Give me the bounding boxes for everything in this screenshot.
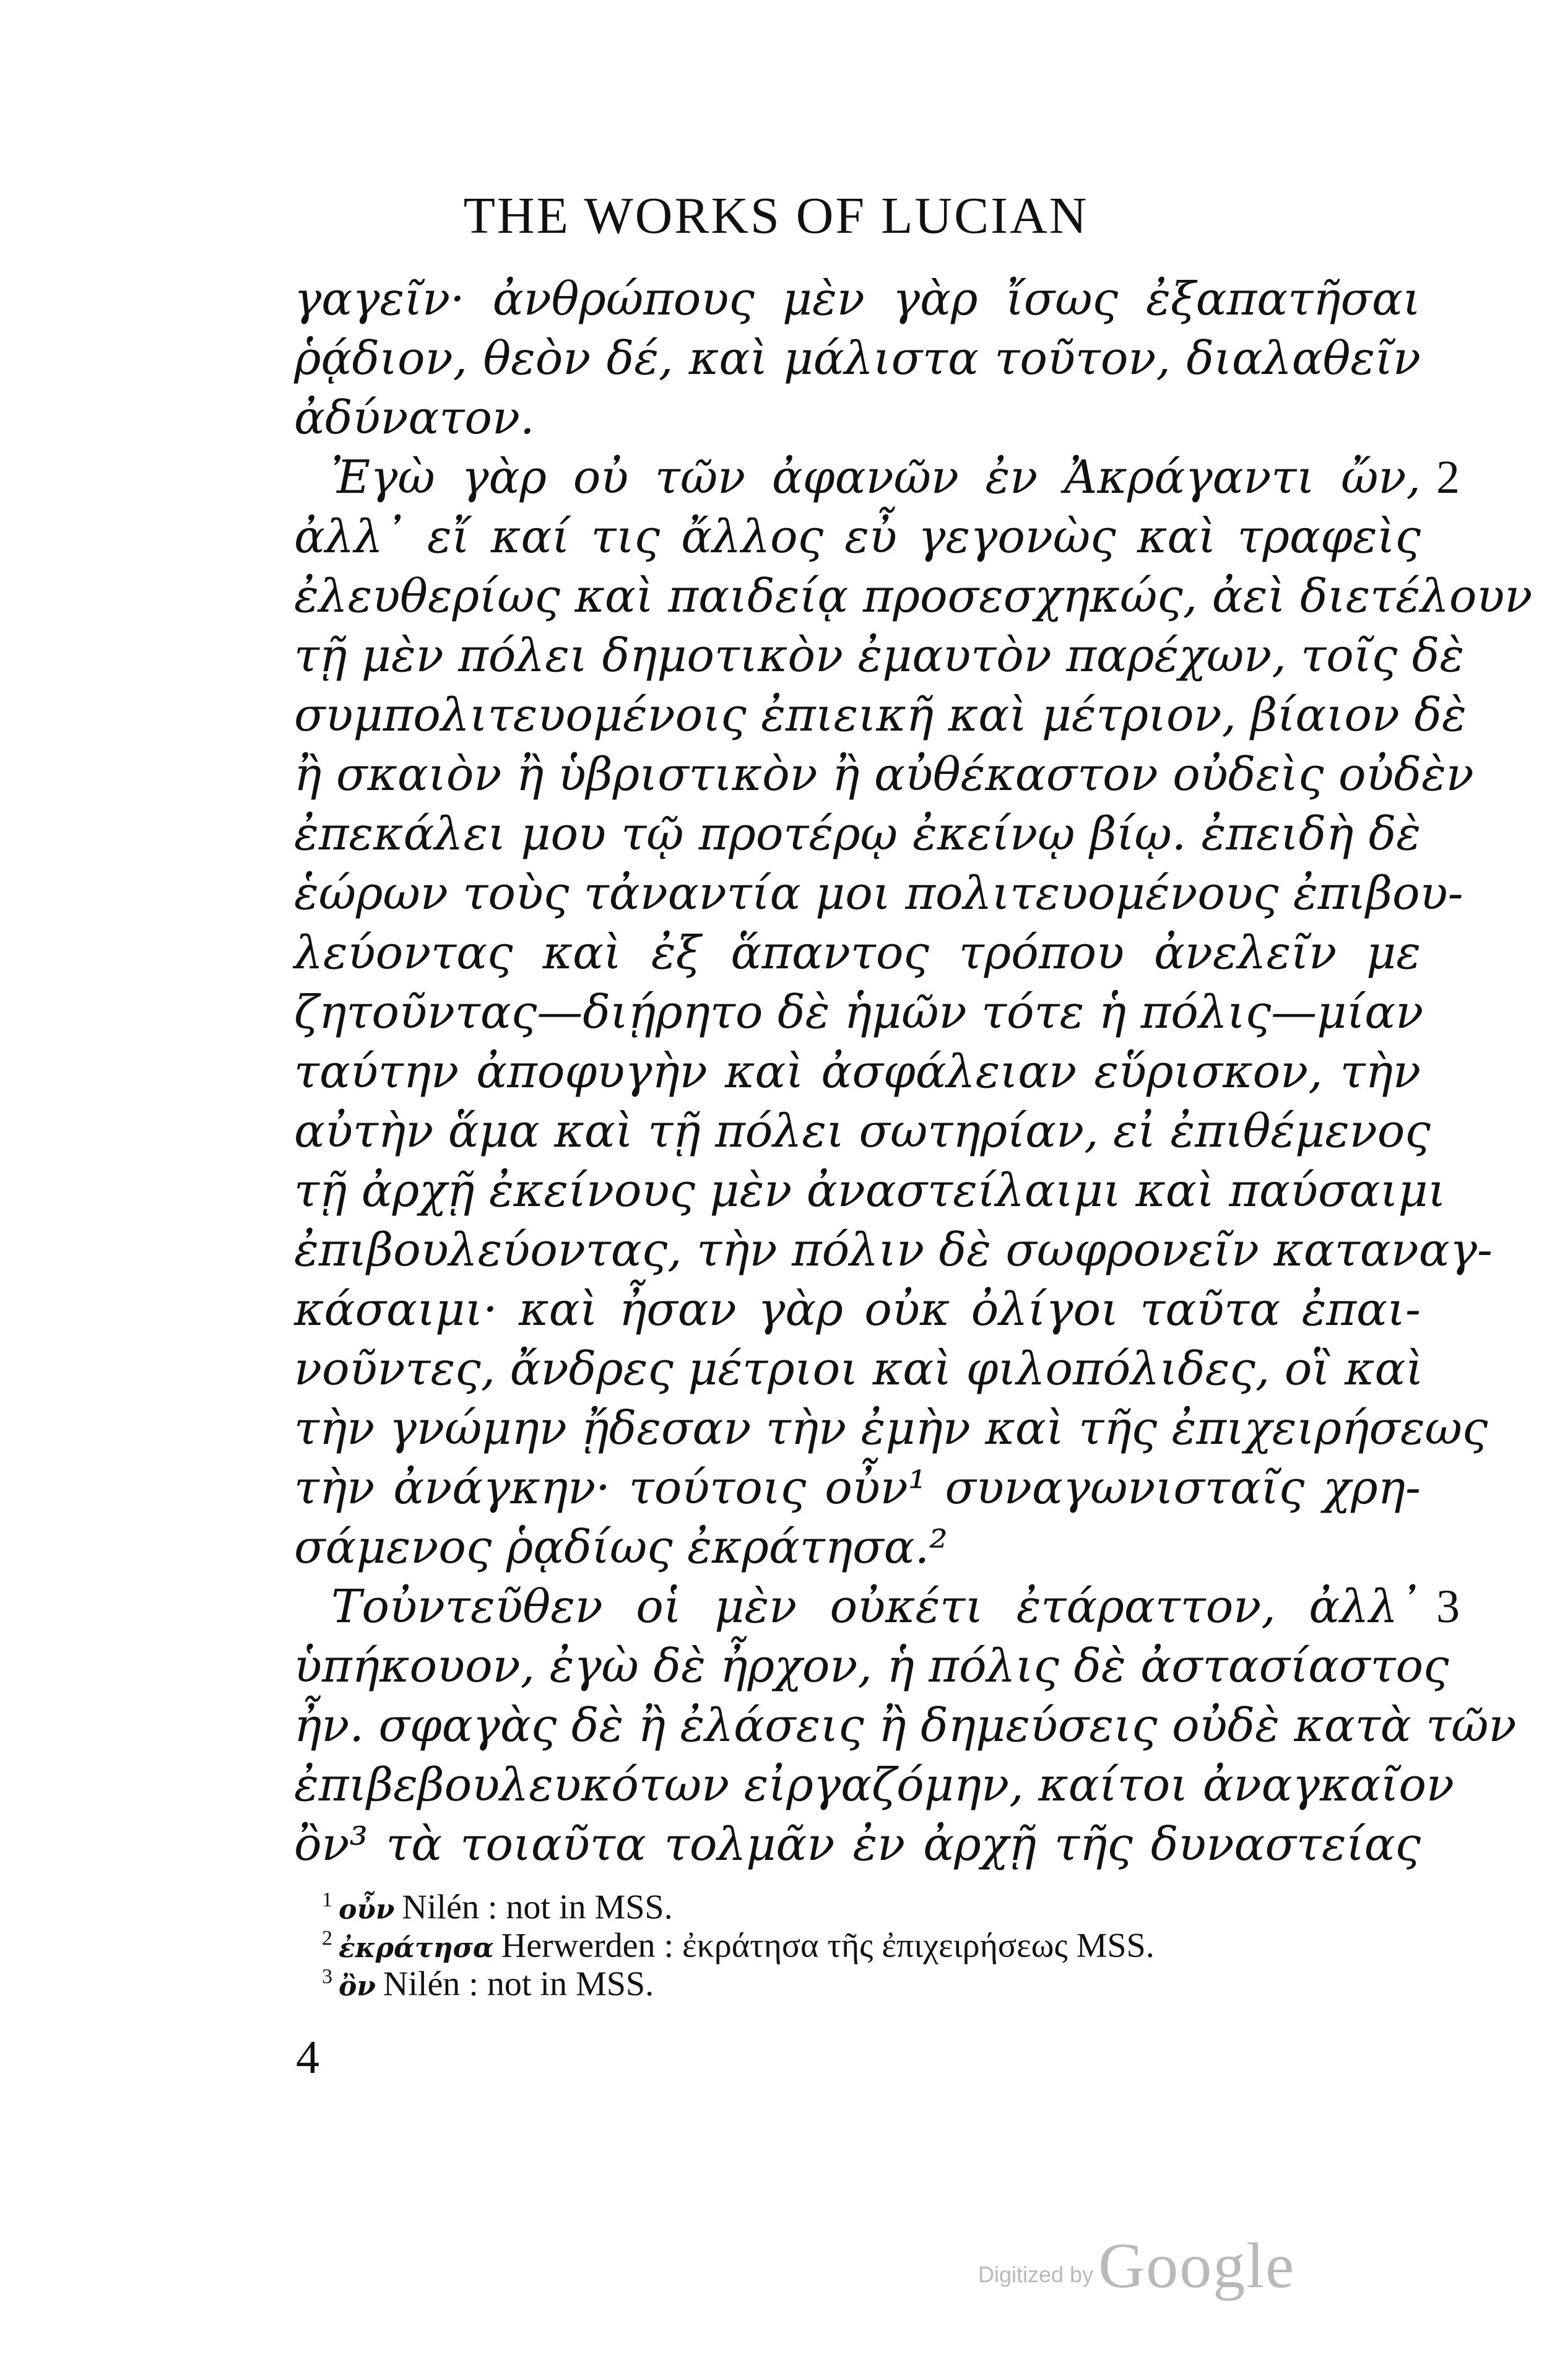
text-line [294, 1518, 1421, 1577]
footnote-number: 1 [322, 1888, 332, 1911]
line-text: τῇ ἀρχῇ ἐκείνους μὲν ἀναστείλαιμι καὶ παύσαιμι [294, 1164, 1446, 1217]
footnote-text: Nilén : not in MSS. [383, 1965, 654, 2004]
line-text: συμπολιτευομένοις ἐπιεικῆ καὶ μέτριον, βίαιον δὲ [294, 688, 1467, 742]
line-text: τὴν γνώμην ᾔδεσαν τὴν ἐμὴν καὶ τῆς ἐπιχειρήσεως [294, 1402, 1488, 1455]
main-text [294, 269, 1533, 1874]
watermark-prefix: Digitized by [978, 2262, 1094, 2287]
text-line [294, 745, 1474, 804]
text-line [294, 1161, 1446, 1220]
footnote-number: 3 [322, 1965, 332, 1988]
text-line [294, 1458, 1421, 1518]
text-line [294, 1577, 1460, 1636]
footnote-lemma: ὂν [339, 1970, 376, 2002]
running-head: THE WORKS OF LUCIAN [463, 187, 1089, 245]
text-line [294, 1220, 1493, 1280]
text-line [294, 983, 1424, 1042]
text-line [294, 1696, 1517, 1755]
section-number: 3 [1436, 1581, 1460, 1633]
line-text: λεύοντας καὶ ἐξ ἅπαντος τρόπου ἀνελεῖν με [294, 926, 1421, 979]
text-line [294, 1280, 1421, 1339]
line-text: ἦν. σφαγὰς δὲ ἢ ἐλάσεις ἢ δημεύσεις οὐδὲ κατὰ τῶν [294, 1699, 1517, 1752]
page-number: 4 [296, 2031, 319, 2083]
line-text: ταύτην ἀποφυγὴν καὶ ἀσφάλειαν εὕρισκον, τὴν [294, 1045, 1421, 1098]
line-text: ἀλλ᾽ εἴ καί τις ἄλλος εὖ γεγονὼς καὶ τραφεὶς [294, 510, 1421, 563]
text-line [294, 567, 1533, 626]
digitized-watermark [978, 2229, 1295, 2303]
line-text: τῇ μὲν πόλει δημοτικὸν ἐμαυτὸν παρέχων, τοῖς δὲ [294, 629, 1465, 682]
text-line [294, 388, 1421, 448]
line-text: ἐπιβουλεύοντας, τὴν πόλιν δὲ σωφρονεῖν καταναγ- [294, 1223, 1493, 1277]
text-line [294, 626, 1465, 685]
line-text: ῥᾴδιον, θεὸν δέ, καὶ μάλιστα τοῦτον, διαλαθεῖν [294, 332, 1421, 385]
line-text: Ἐγὼ γὰρ οὐ τῶν ἀφανῶν ἐν Ἀκράγαντι ὤν, [331, 451, 1421, 504]
line-text: ἐλευθερίως καὶ παιδείᾳ προσεσχηκώς, ἀεὶ διετέλουν [294, 570, 1533, 623]
text-line [294, 1042, 1421, 1101]
line-text: κάσαιμι· καὶ ἦσαν γὰρ οὐκ ὀλίγοι ταῦτα ἐπαι- [294, 1283, 1421, 1336]
footnote-lemma: οὖν [339, 1893, 395, 1926]
line-text: νοῦντες, ἄνδρες μέτριοι καὶ φιλοπόλιδες, οἳ καὶ [294, 1342, 1424, 1396]
line-text: ἢ σκαιὸν ἢ ὑβριστικὸν ἢ αὐθέκαστον οὐδεὶς οὐδὲν [294, 748, 1474, 801]
line-text: ἑώρων τοὺς τἀναντία μοι πολιτευομένους ἐπιβου- [294, 867, 1463, 920]
line-text: ἐπεκάλει μου τῷ προτέρῳ ἐκείνῳ βίῳ. ἐπειδὴ δὲ [294, 807, 1421, 861]
line-text: ὂν³ τὰ τοιαῦτα τολμᾶν ἐν ἀρχῇ τῆς δυναστείας [294, 1818, 1421, 1871]
text-line [294, 448, 1460, 507]
footnote-lemma: ἐκράτησα [339, 1932, 494, 1964]
line-text: αὐτὴν ἅμα καὶ τῇ πόλει σωτηρίαν, εἰ ἐπιθέμενος [294, 1105, 1431, 1158]
text-line [294, 269, 1421, 329]
footnote-text: Herwerden : ἐκράτησα τῆς ἐπιχειρήσεως MSS. [501, 1926, 1155, 1965]
text-line [294, 1399, 1488, 1458]
text-line [294, 507, 1421, 567]
line-text: τὴν ἀνάγκην· τούτοις οὖν¹ συναγωνισταῖς χρη- [294, 1461, 1421, 1514]
line-text: ἀδύνατον. [294, 391, 535, 445]
text-line [294, 1101, 1431, 1161]
google-logo: Google [1098, 2230, 1296, 2301]
footnote [322, 1919, 1436, 1965]
footnotes [322, 1881, 1436, 2004]
footnote-number: 2 [322, 1927, 332, 1950]
text-line [294, 1339, 1424, 1399]
text-line [294, 685, 1467, 745]
text-line [294, 1636, 1449, 1696]
section-number: 2 [1436, 451, 1460, 503]
line-text: Τοὐντεῦθεν οἱ μὲν οὐκέτι ἐτάραττον, ἀλλ᾽ [331, 1580, 1421, 1633]
footnote [322, 1881, 1436, 1927]
text-line [294, 923, 1421, 983]
text-line [294, 1815, 1421, 1874]
footnote-text: Nilén : not in MSS. [402, 1888, 673, 1927]
line-text: ζητοῦντας—διῄρητο δὲ ἡμῶν τότε ἡ πόλις—μίαν [294, 986, 1424, 1039]
text-line [294, 1755, 1454, 1815]
line-text: ὑπήκουον, ἐγὼ δὲ ἦρχον, ἡ πόλις δὲ ἀστασίαστος [294, 1640, 1449, 1693]
text-line [294, 329, 1421, 388]
line-text: ἐπιβεβουλευκότων εἰργαζόμην, καίτοι ἀναγκαῖον [294, 1758, 1454, 1812]
line-text: σάμενος ῥᾳδίως ἐκράτησα.² [294, 1521, 948, 1574]
line-text: γαγεῖν· ἀνθρώπους μὲν γὰρ ἴσως ἐξαπατῆσαι [294, 272, 1421, 326]
text-line [294, 864, 1463, 923]
text-line [294, 804, 1421, 864]
